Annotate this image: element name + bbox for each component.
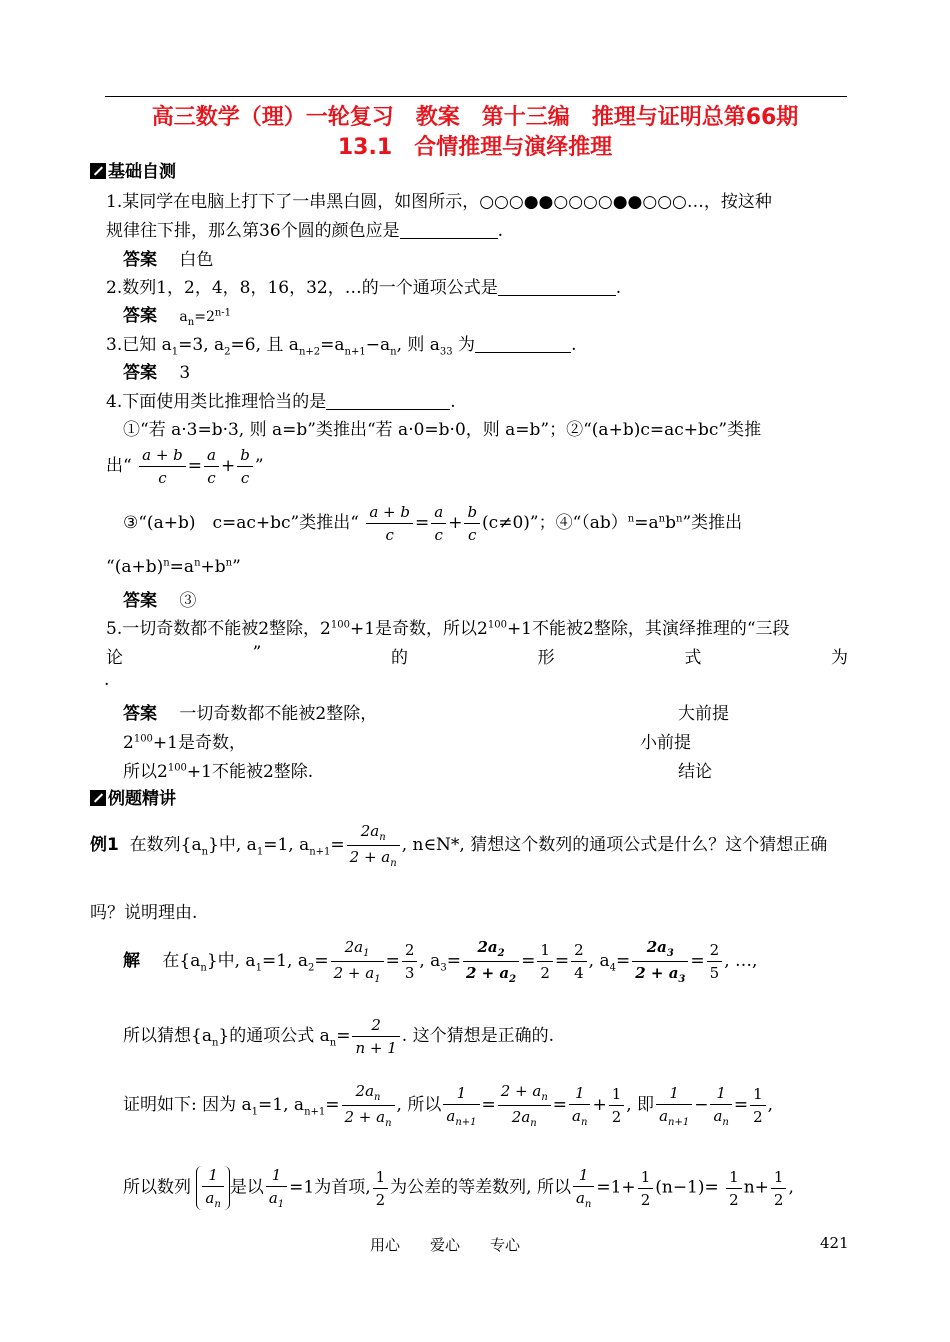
section-heading-examples: 例题精讲 (90, 784, 176, 809)
page-number: 421 (820, 1234, 849, 1252)
pen-icon (90, 163, 106, 179)
footer-motto: 用心 爱心 专心 (370, 1236, 521, 1254)
solution-line3: 证明如下: 因为 $a_1=1$, $a_{n+1}=$ $\frac{2a_n}{2 + a_n}$ , 所以 $\frac{1}{a_{n+1}}$ = $\frac{2 + a_n}{2a_n}$ = $\frac{1}{a_n}$ + $\frac{1}{2}$ , 即 $\frac{1}{a_{n+1}}$ − $\frac{1}{a_n}$ = $\frac{1}{2}$ , (123, 1082, 774, 1129)
pen-icon (90, 790, 106, 806)
q3: 3.已知 $a_1=3$, $a_2=6$, 且 $a_{n+2}=a_{n+1}-a_n$, 则 $a_{33}$ 为 . (106, 335, 577, 358)
top-rule (105, 96, 847, 97)
section-heading-basic: 基础自测 (90, 157, 176, 182)
q4-line1: ①“若 a·3=b·3, 则 a=b”类推出“若 a·0=b·0，则 a=b”；②“(a+b)c=ac+bc”类推 (123, 420, 762, 440)
answer-5-tag3: 结论 (678, 762, 712, 782)
q4: 4.下面使用类比推理恰当的是 . (106, 392, 456, 412)
example-1-line1: 例1 在数列$\{a_n\}$中, $a_1=1$, $a_{n+1}=$ $\frac{2a_n}{2 + a_n}$ , n∈N*, 猜想这个数列的通项公式是什么？这个猜想正确 (90, 822, 828, 869)
answer-3: 答案 3 (123, 363, 191, 383)
answer-5-line1: 答案 一切奇数都不能被2整除， (123, 704, 378, 724)
answer-4: 答案 ③ (123, 591, 197, 611)
q1-line2: 规律往下排，那么第36个圆的颜色应是 . (106, 221, 504, 241)
q4-line2: 出“ $\frac{a + b}{c}$ = $\frac{a}{c}$ + $\frac{b}{c}$ ” (106, 446, 264, 487)
example-1-line2: 吗？说明理由. (90, 903, 198, 923)
answer-5-tag1: 大前提 (678, 704, 729, 724)
q5-line1: 5.一切奇数都不能被2整除，$2^{100}+1$是奇数，所以$2^{100}+1$不能被2整除，其演绎推理的“三段 (106, 619, 790, 639)
q4-line4: “$(a+b)^n=a^n+b^n$” (106, 557, 241, 577)
q4-line3: ③“(a+b) c=ac+bc”类推出“ $\frac{a + b}{c}$ = $\frac{a}{c}$ + $\frac{b}{c}$ (c≠0)”；$④“(ab)^n=a^nb^n$”类推出 (123, 503, 743, 544)
q1-line1: 1.某同学在电脑上打下了一串黑白圆，如图所示，○○○●●○○○○●●○○○…，按这种 (106, 192, 772, 212)
page-title-line1: 高三数学（理）一轮复习 教案 第十三编 推理与证明总第66期 (151, 105, 799, 130)
q5-line2: 论 ” 的 形 式 为 (106, 643, 848, 668)
solution-line4: 所以数列 $\frac{1}{a_n}$ 是以 $\frac{1}{a_1}$ =1为首项, $\frac{1}{2}$ 为公差的等差数列, 所以 $\frac{1}{a_n}$ =1+ $\frac{1}{2}$ (n−1)= $\frac{1}{2}$ n+ $\frac{1}{2}$ , (123, 1166, 794, 1210)
q2: 2.数列1，2，4，8，16，32，…的一个通项公式是 . (106, 278, 622, 298)
answer-2: 答案 $a_n=2^{n-1}$ (123, 306, 232, 328)
answer-5-tag2: 小前提 (640, 733, 691, 753)
solution-line2: 所以猜想$\{a_n\}$的通项公式 $a_n=$ $\frac{2}{n + 1}$ . 这个猜想是正确的. (123, 1016, 554, 1057)
solution-line1: 解 在$\{a_n\}$中, $a_1=1$, $a_2=$ $\frac{2a_1}{2 + a_1}$ = $\frac{2}{3}$ , $a_3=$ $\frac{2a_2}{2 + a_2}$ = $\frac{1}{2}$ = $\frac{2}{4}$ , $a_4=$ $\frac{2a_3}{2 + a_3}$ = $\frac{2}{5}$ , …, (123, 938, 758, 985)
q5-line3: . (104, 670, 110, 690)
answer-5-line3: 所以$2^{100}+1$不能被2整除. (123, 762, 314, 782)
page-title-line2: 13.1 合情推理与演绎推理 (337, 135, 613, 160)
answer-5-line2: $2^{100}+1$是奇数， (123, 733, 246, 753)
answer-1: 答案 白色 (123, 250, 214, 270)
